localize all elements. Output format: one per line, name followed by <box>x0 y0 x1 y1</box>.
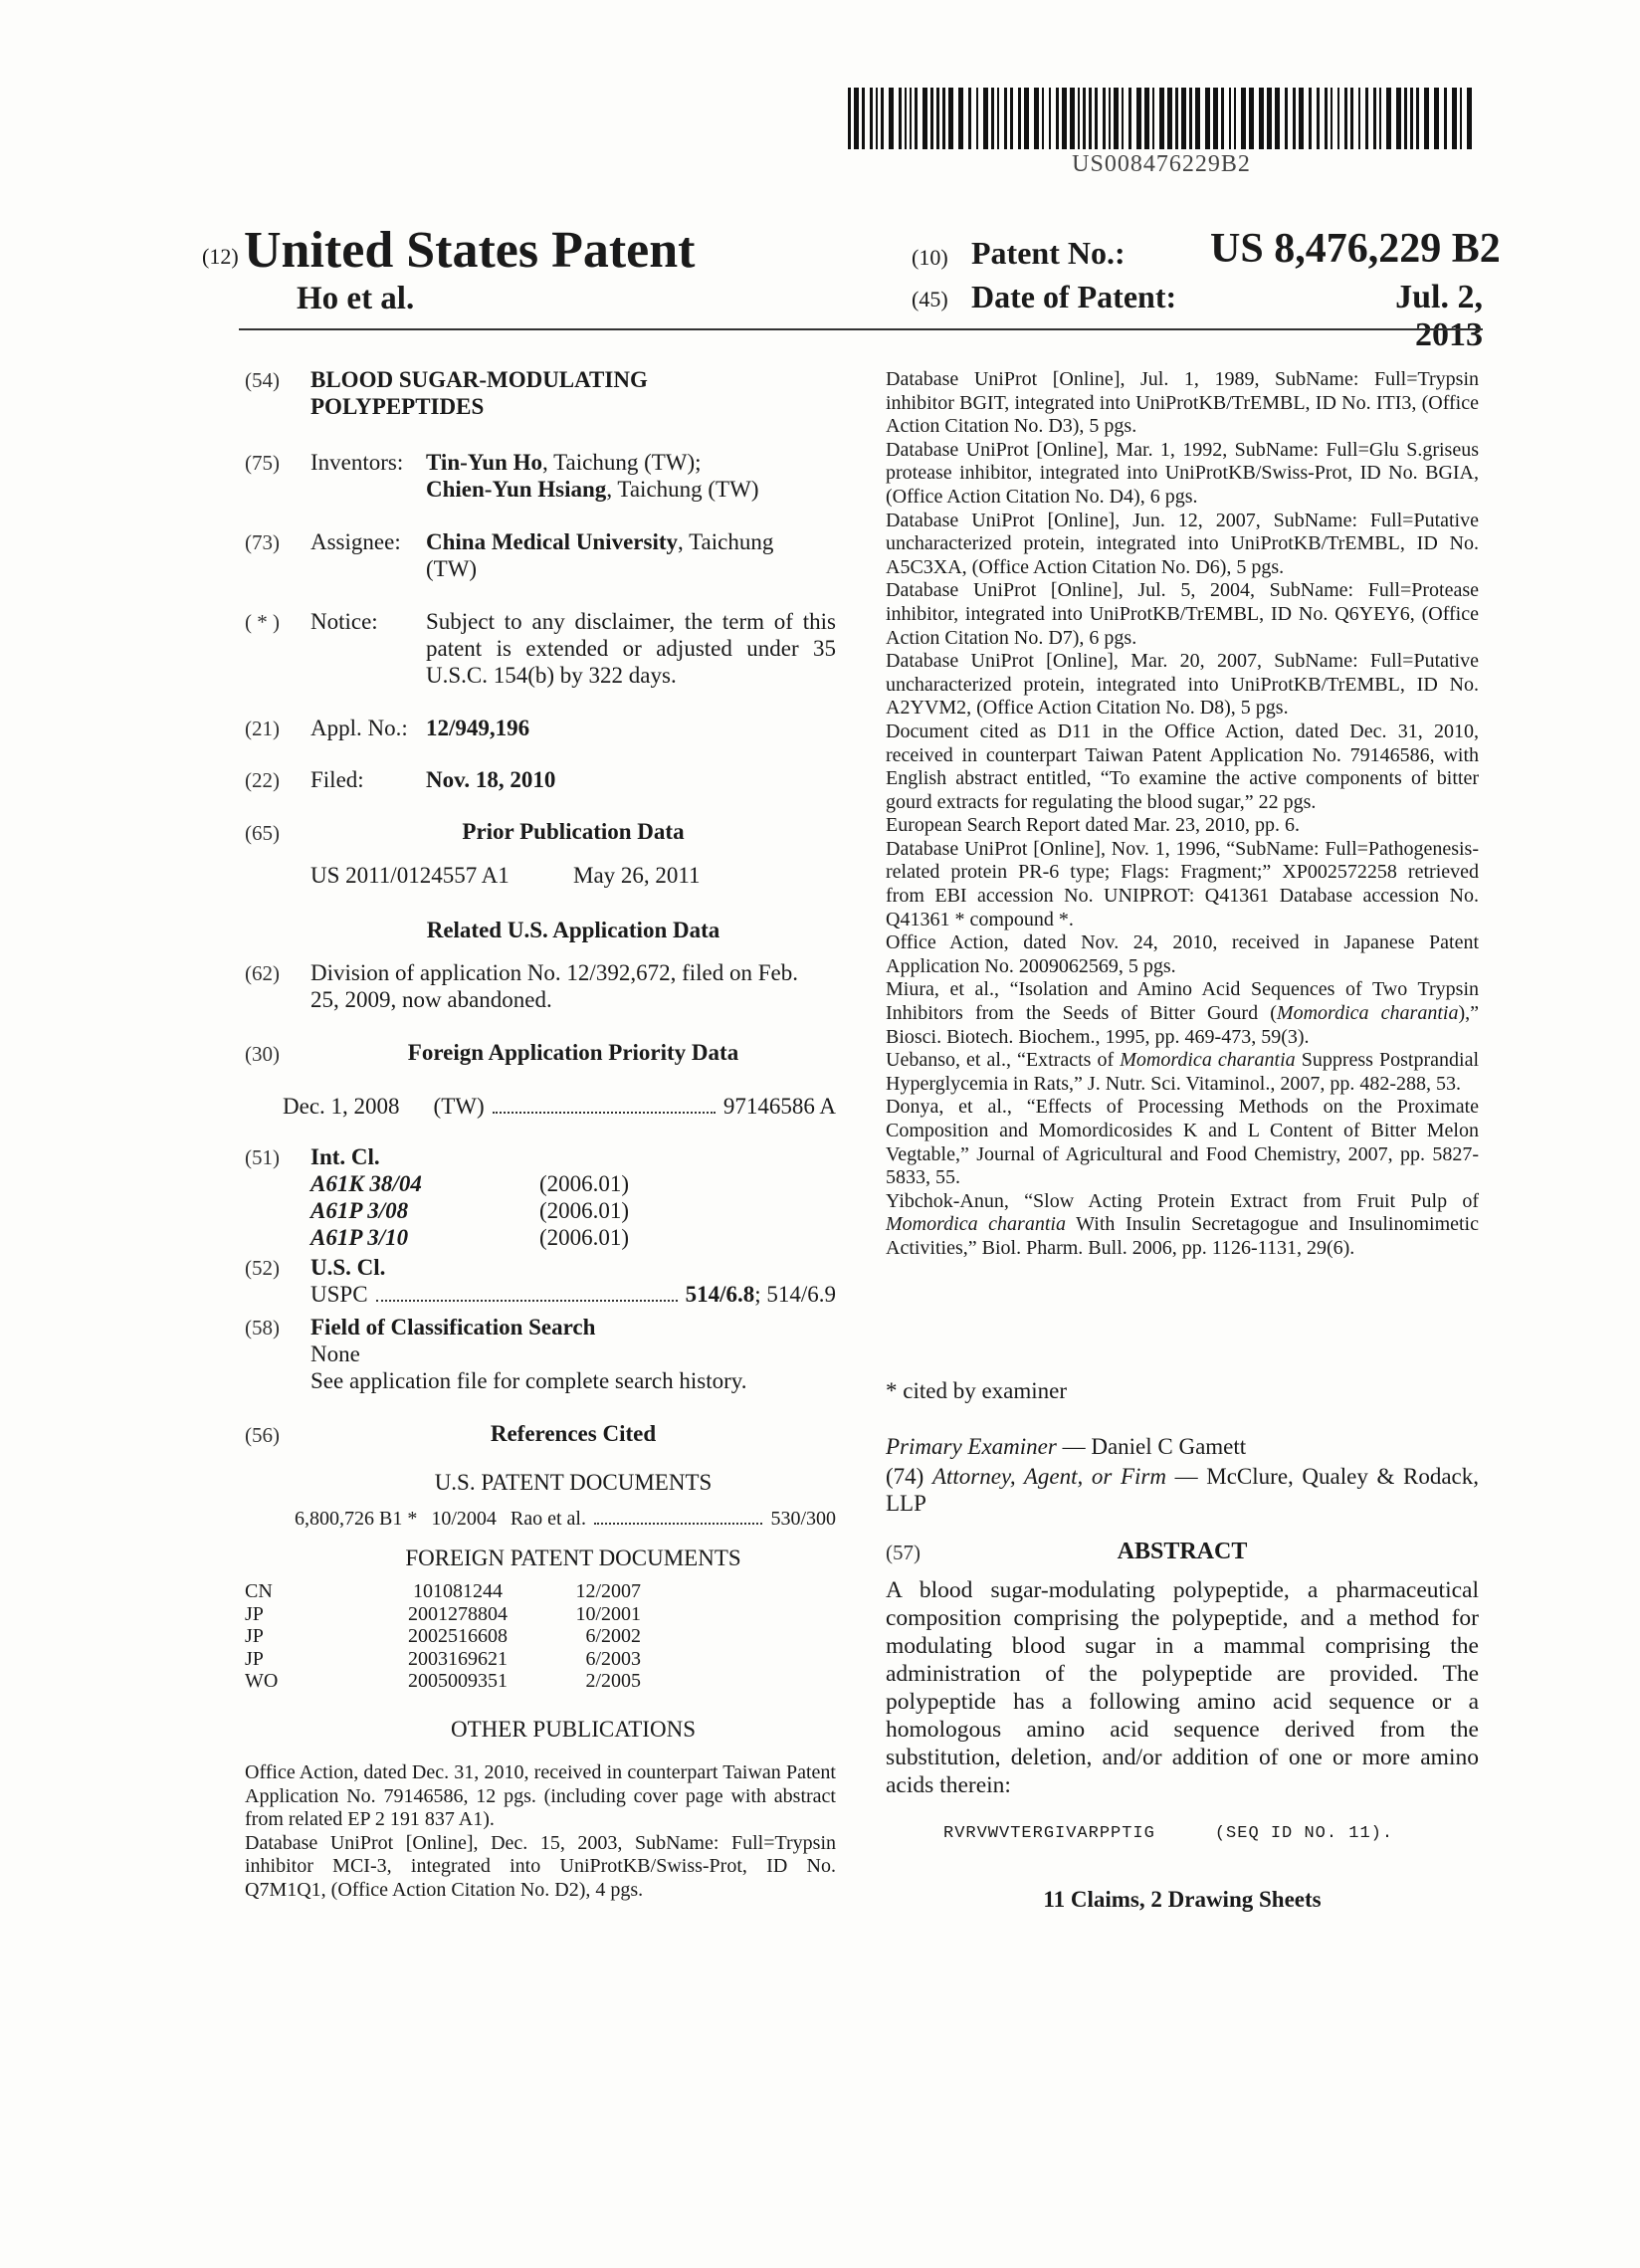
foreign-doc-number: 2001278804 <box>408 1602 508 1625</box>
leader-dots <box>594 1523 762 1525</box>
inventor-2-name: Chien-Yun Hsiang <box>426 477 607 502</box>
publication-entry: Database UniProt [Online], Jul. 1, 1989, SubName: Full=Trypsin inhibitor BGIT, integrated into UniProtKB/TrEMBL, ID No. ITI3, (Office Action Citation No. D3), 5 pgs. <box>886 368 1479 438</box>
us-cl-code: (52) <box>245 1256 280 1280</box>
barcode-bar <box>1267 88 1272 149</box>
attorney-name: — McClure, Qualey & Rodack, LLP <box>886 1464 1479 1516</box>
publication-entry-miura <box>886 978 1479 1049</box>
filed-date: Nov. 18, 2010 <box>426 767 556 792</box>
barcode-bar <box>1049 88 1051 149</box>
patent-number: US 8,476,229 B2 <box>1210 226 1501 272</box>
foreign-priority-heading: Foreign Application Priority Data <box>407 1040 739 1065</box>
assignee-location: , Taichung <box>678 529 774 554</box>
barcode-bar <box>870 88 873 149</box>
barcode-bar <box>1337 88 1339 149</box>
uspc-label: USPC <box>310 1282 368 1307</box>
int-cl-version-1: (2006.01) <box>539 1171 630 1196</box>
us-patent-docs-heading: U.S. PATENT DOCUMENTS <box>434 1470 713 1495</box>
barcode-bar <box>915 88 918 149</box>
related-code: (62) <box>245 961 280 985</box>
barcode-bar <box>1089 88 1092 149</box>
seq-id: (SEQ ID NO. 11). <box>1214 1824 1394 1843</box>
yibchok-text-end: With Insulin Secretagogue and Insulinomimetic Activities,” Biol. Pharm. Bull. 2006, pp. 1126-1131, 29(6). <box>886 1213 1479 1259</box>
barcode-bar <box>876 88 878 149</box>
abstract-text: A blood sugar-modulating polypeptide, a pharmaceutical composition comprising the polypeptide, and a method for modulating blood sugar in a mammal comprising the administration of the polypeptide are provided. The polypeptide has a following amino acid sequence or a homologous amino acid sequence derived from the substitution, deletion, and/or addition of one or more amino acids therein: <box>886 1577 1479 1798</box>
barcode-bar <box>848 88 851 149</box>
assignee-name: China Medical University <box>426 529 678 554</box>
inventors-label: Inventors: <box>310 450 404 475</box>
field-search-note: See application file for complete search history. <box>310 1368 747 1393</box>
barcode-bar <box>968 88 971 149</box>
prior-pub-heading: Prior Publication Data <box>462 819 685 844</box>
invention-title-line-1: BLOOD SUGAR-MODULATING <box>310 367 648 392</box>
barcode-bar <box>1152 88 1154 149</box>
barcode-bar <box>1293 88 1296 149</box>
barcode-bar <box>1386 88 1391 149</box>
barcode <box>846 88 1477 149</box>
us-cl-label: U.S. Cl. <box>310 1255 386 1280</box>
barcode-bar <box>1083 88 1086 149</box>
barcode-bar <box>930 88 933 149</box>
barcode-bar <box>1379 88 1381 149</box>
barcode-bar <box>1331 88 1332 149</box>
assignee-code: (73) <box>245 530 280 554</box>
barcode-bar <box>1358 88 1360 149</box>
barcode-bar <box>1241 88 1246 149</box>
primary-examiner <box>886 1433 1246 1460</box>
barcode-bar <box>942 88 945 149</box>
foreign-priority-row <box>283 1093 836 1120</box>
inventor-1-name: Tin-Yun Ho <box>426 450 542 475</box>
invention-title-line-2: POLYPEPTIDES <box>310 394 485 419</box>
int-cl-class-3: A61P 3/10 <box>310 1225 409 1250</box>
abstract-heading: ABSTRACT <box>1117 1539 1248 1564</box>
inventor-1-location: , Taichung (TW); <box>542 450 702 475</box>
appl-label: Appl. No.: <box>310 716 408 740</box>
notice-line-3: U.S.C. 154(b) by 322 days. <box>426 663 677 688</box>
publication-entry: Office Action, dated Dec. 31, 2010, received in counterpart Taiwan Patent Application No. 79146586, 12 pgs. (including cover page with abstract from related EP 2 191 837 A1). <box>245 1761 836 1831</box>
foreign-patent-docs-heading: FOREIGN PATENT DOCUMENTS <box>405 1546 741 1570</box>
barcode-bar <box>1259 88 1264 149</box>
foreign-doc-date: 10/2001 <box>575 1602 641 1625</box>
us-doc-number: 6,800,726 B1 * <box>295 1508 418 1530</box>
related-line-1: Division of application No. 12/392,672, filed on Feb. <box>310 960 798 985</box>
species-name: Momordica charantia <box>1276 1002 1459 1025</box>
inventor-1 <box>426 449 702 476</box>
barcode-bar <box>1205 88 1210 149</box>
barcode-bar <box>1189 88 1192 149</box>
publication-entry: Database UniProt [Online], Mar. 1, 1992, SubName: Full=Glu S.griseus protease inhibitor, integrated into UniProtKB/Swiss-Prot, ID No. BGIA, (Office Action Citation No. D4), 6 pgs. <box>886 438 1479 508</box>
barcode-bar <box>1249 88 1254 149</box>
us-doc-date: 10/2004 <box>431 1508 497 1530</box>
foreign-doc-country: CN <box>245 1580 273 1602</box>
barcode-bar <box>1136 88 1141 149</box>
publication-entry: Database UniProt [Online], Jul. 5, 2004, SubName: Full=Protease inhibitor, integrated into UniProtKB/TrEMBL, ID No. Q6YEY6, (Office Action Citation No. D7), 6 pgs. <box>886 579 1479 649</box>
barcode-bar <box>1234 88 1236 149</box>
barcode-bar <box>983 88 988 149</box>
barcode-bar <box>922 88 927 149</box>
assignee-label: Assignee: <box>310 529 401 554</box>
barcode-bar <box>1299 88 1304 149</box>
foreign-priority-country: (TW) <box>433 1094 485 1119</box>
table-row <box>245 1670 663 1693</box>
patent-no-label: Patent No.: <box>971 235 1126 271</box>
barcode-bar <box>1416 88 1419 149</box>
barcode-bar <box>997 88 999 149</box>
int-cl-version-2: (2006.01) <box>539 1198 630 1223</box>
notice-code: ( * ) <box>245 610 280 634</box>
barcode-bar <box>1213 88 1218 149</box>
barcode-bar <box>881 88 884 149</box>
foreign-doc-country: WO <box>245 1670 279 1692</box>
title-code: (54) <box>245 368 280 392</box>
foreign-priority-code: (30) <box>245 1042 280 1066</box>
other-publications-heading: OTHER PUBLICATIONS <box>451 1717 696 1742</box>
barcode-bar <box>1024 88 1029 149</box>
barcode-bar <box>1344 88 1347 149</box>
abstract-code: (57) <box>886 1541 921 1564</box>
foreign-priority-number: 97146586 A <box>722 1094 836 1119</box>
barcode-bar <box>862 88 865 149</box>
uebanso-text: Uebanso, et al., “Extracts of <box>886 1049 1121 1072</box>
foreign-doc-date: 6/2002 <box>585 1625 641 1647</box>
foreign-priority-date: Dec. 1, 2008 <box>283 1094 400 1119</box>
barcode-bar <box>1404 88 1407 149</box>
field-search-code: (58) <box>245 1316 280 1340</box>
code-10: (10) <box>912 245 948 270</box>
int-cl-code: (51) <box>245 1145 280 1169</box>
barcode-bar <box>1167 88 1172 149</box>
int-cl-class-2: A61P 3/08 <box>310 1198 409 1223</box>
header-rule <box>239 328 1483 330</box>
foreign-doc-number: 2005009351 <box>408 1670 508 1692</box>
table-row <box>245 1603 663 1626</box>
notice-line-2: patent is extended or adjusted under 35 <box>426 636 836 661</box>
barcode-bar <box>1128 88 1131 149</box>
barcode-bar <box>1373 88 1376 149</box>
related-line-2: 25, 2009, now abandoned. <box>310 987 552 1012</box>
cited-by-examiner: * cited by examiner <box>886 1378 1068 1403</box>
sequence <box>943 1824 1393 1843</box>
us-doc-name: Rao et al. <box>510 1508 586 1530</box>
barcode-bar <box>1004 88 1007 149</box>
prior-pub-number: US 2011/0124557 A1 <box>310 863 510 888</box>
barcode-bar <box>958 88 963 149</box>
barcode-bar <box>1144 88 1149 149</box>
barcode-bar <box>1309 88 1312 149</box>
assignee <box>426 528 773 555</box>
barcode-bar <box>1062 88 1067 149</box>
patent-header-title: United States Patent <box>244 222 696 279</box>
filed-code: (22) <box>245 768 280 792</box>
attorney-label: Attorney, Agent, or Firm <box>931 1464 1166 1489</box>
inventor-2 <box>426 476 758 503</box>
barcode-bar <box>1460 88 1462 149</box>
yibchok-text: Yibchok-Anun, “Slow Acting Protein Extract from Fruit Pulp of <box>886 1189 1479 1212</box>
other-publications-right <box>886 368 1479 1261</box>
prior-pub-date: May 26, 2011 <box>573 863 701 888</box>
publication-entry: Database UniProt [Online], Mar. 20, 2007, SubName: Full=Putative uncharacterized protein, integrated into UniProtKB/TrEMBL, ID No. A2YVM2, (Office Action Citation No. D8), 5 pgs. <box>886 650 1479 720</box>
table-row <box>245 1580 663 1603</box>
publication-entry: Database UniProt [Online], Dec. 15, 2003, SubName: Full=Trypsin inhibitor MCI-3, integrated into UniProtKB/Swiss-Prot, ID No. Q7M1Q1, (Office Action Citation No. D2), 4 pgs. <box>245 1831 836 1901</box>
barcode-bar <box>976 88 978 149</box>
date-of-patent: Jul. 2, 2013 <box>1395 279 1483 353</box>
us-patent-doc-row <box>295 1508 836 1531</box>
filed-label: Filed: <box>310 767 364 792</box>
barcode-bar <box>1221 88 1224 149</box>
barcode-bar <box>1175 88 1178 149</box>
related-heading: Related U.S. Application Data <box>426 918 720 942</box>
publication-entry: Donya, et al., “Effects of Processing Methods on the Proximate Composition and Momordicosides K and L Content of Bitter Melon Vegtable,” Journal of Agricultural and Food Chemistry, 2007, pp. 5827-5833, 55. <box>886 1096 1479 1189</box>
publication-entry-uebanso <box>886 1049 1479 1096</box>
barcode-bar <box>1285 88 1288 149</box>
uspc-row <box>310 1281 836 1308</box>
amino-acid-sequence: RVRVWVTERGIVARPPTIG <box>943 1824 1155 1843</box>
barcode-bar <box>1229 88 1231 149</box>
leader-dots <box>493 1112 716 1114</box>
notice-label: Notice: <box>310 609 378 634</box>
barcode-bar <box>1109 88 1111 149</box>
barcode-bar <box>1018 88 1021 149</box>
refs-code: (56) <box>245 1423 280 1447</box>
barcode-bar <box>1317 88 1320 149</box>
foreign-doc-date: 12/2007 <box>575 1580 641 1602</box>
barcode-bar <box>854 88 859 149</box>
barcode-bar <box>1434 88 1439 149</box>
barcode-bar <box>1467 88 1472 149</box>
refs-heading: References Cited <box>490 1421 657 1446</box>
barcode-bar <box>1275 88 1280 149</box>
miura-text-end: ),” Biosci. Biotech. Biochem., 1995, pp. 469-473, 59(3). <box>886 1002 1479 1048</box>
foreign-docs-table <box>245 1580 663 1693</box>
publication-entry: Office Action, dated Nov. 24, 2010, received in Japanese Patent Application No. 2009062569, 5 pgs. <box>886 931 1479 977</box>
inventor-2-location: , Taichung (TW) <box>606 477 759 502</box>
barcode-bar <box>1452 88 1457 149</box>
barcode-bar <box>1410 88 1413 149</box>
examiner-label: Primary Examiner <box>886 1434 1057 1459</box>
barcode-bar <box>991 88 994 149</box>
foreign-doc-country: JP <box>245 1602 264 1625</box>
barcode-bar <box>1159 88 1164 149</box>
foreign-doc-number: 2003169621 <box>408 1647 508 1670</box>
foreign-doc-number: 101081244 <box>413 1580 503 1602</box>
barcode-bar <box>1103 88 1106 149</box>
int-cl-class-1: A61K 38/04 <box>310 1171 422 1196</box>
field-search-label: Field of Classification Search <box>310 1315 596 1340</box>
uspc-main: 514/6.8 <box>685 1282 755 1307</box>
barcode-bar <box>1444 88 1447 149</box>
publication-entry: Database UniProt [Online], Nov. 1, 1996, “SubName: Full=Pathogenesis-related protein PR-6 type; Flags: Fragment;” XP002572258 retrieved from EBI accession No. UNIPROT: Q41361 Database accession No. Q41361 * compound *. <box>886 837 1479 930</box>
publication-entry-yibchok <box>886 1190 1479 1261</box>
other-publications-left <box>245 1761 836 1903</box>
barcode-bar <box>1056 88 1059 149</box>
publication-entry: Database UniProt [Online], Jun. 12, 2007, SubName: Full=Putative uncharacterized protein, integrated into UniProtKB/TrEMBL, ID No. A5C3XA, (Office Action Citation No. D6), 5 pgs. <box>886 509 1479 578</box>
us-doc-class: 530/300 <box>770 1508 836 1530</box>
barcode-bar <box>1424 88 1429 149</box>
appl-number: 12/949,196 <box>426 716 530 740</box>
uebanso-text-end: Suppress Postprandial Hyperglycemia in Rats,” J. Nutr. Sci. Vitaminol., 2007, pp. 482-288, 53. <box>886 1049 1479 1095</box>
publication-entry: Document cited as D11 in the Office Action, dated Dec. 31, 2010, received in counterpart Taiwan Patent Application No. 79146586, with English abstract entitled, “To examine the active components of bitter gourd extracts for regulating the blood sugar,” 22 pgs. <box>886 720 1479 813</box>
barcode-bar <box>1181 88 1186 149</box>
barcode-bar <box>1350 88 1353 149</box>
species-name: Momordica charantia <box>886 1213 1066 1236</box>
appl-code: (21) <box>245 717 280 740</box>
barcode-bar <box>1325 88 1328 149</box>
barcode-bar <box>1122 88 1124 149</box>
barcode-bar <box>936 88 939 149</box>
code-12: (12) <box>202 244 239 269</box>
barcode-bar <box>948 88 953 149</box>
int-cl-version-3: (2006.01) <box>539 1225 630 1250</box>
leader-dots <box>376 1300 678 1302</box>
int-cl-label: Int. Cl. <box>310 1144 380 1169</box>
code-45: (45) <box>912 287 948 311</box>
barcode-bar <box>1396 88 1401 149</box>
barcode-bar <box>1042 88 1044 149</box>
barcode-bar <box>1195 88 1200 149</box>
foreign-doc-date: 2/2005 <box>585 1670 641 1692</box>
field-search-value: None <box>310 1341 360 1366</box>
attorney-code: (74) <box>886 1464 924 1489</box>
barcode-bar <box>899 88 902 149</box>
date-of-patent-label: Date of Patent: <box>971 279 1177 314</box>
barcode-bar <box>1095 88 1098 149</box>
barcode-bar <box>1078 88 1080 149</box>
inventors-short: Ho et al. <box>297 281 415 316</box>
foreign-doc-date: 6/2003 <box>585 1647 641 1670</box>
foreign-doc-country: JP <box>245 1647 264 1670</box>
barcode-bar <box>1114 88 1119 149</box>
barcode-bar <box>889 88 894 149</box>
prior-pub-code: (65) <box>245 821 280 845</box>
table-row <box>245 1625 663 1648</box>
publication-entry: European Search Report dated Mar. 23, 2010, pp. 6. <box>886 814 1301 837</box>
barcode-number: US008476229B2 <box>1072 151 1251 177</box>
barcode-bar <box>1010 88 1013 149</box>
foreign-doc-number: 2002516608 <box>408 1625 508 1647</box>
foreign-doc-country: JP <box>245 1625 264 1647</box>
species-name: Momordica charantia <box>1120 1049 1296 1072</box>
barcode-bar <box>905 88 907 149</box>
barcode-bar <box>910 88 912 149</box>
barcode-bar <box>1034 88 1039 149</box>
miura-text: Miura, et al., “Isolation and Amino Acid Sequences of Two Trypsin Inhibitors from the Seeds of Bitter Gourd ( <box>886 978 1479 1025</box>
assignee-location-2: (TW) <box>426 556 478 581</box>
barcode-bar <box>1070 88 1075 149</box>
examiner-name: — Daniel C Gamett <box>1056 1434 1247 1459</box>
notice-line-1: Subject to any disclaimer, the term of this <box>426 609 836 634</box>
uspc-rest: ; 514/6.9 <box>754 1282 836 1307</box>
claims-summary: 11 Claims, 2 Drawing Sheets <box>1043 1887 1322 1912</box>
table-row <box>245 1648 663 1671</box>
attorney <box>886 1463 1479 1517</box>
inventors-code: (75) <box>245 451 280 475</box>
barcode-bar <box>1365 88 1368 149</box>
